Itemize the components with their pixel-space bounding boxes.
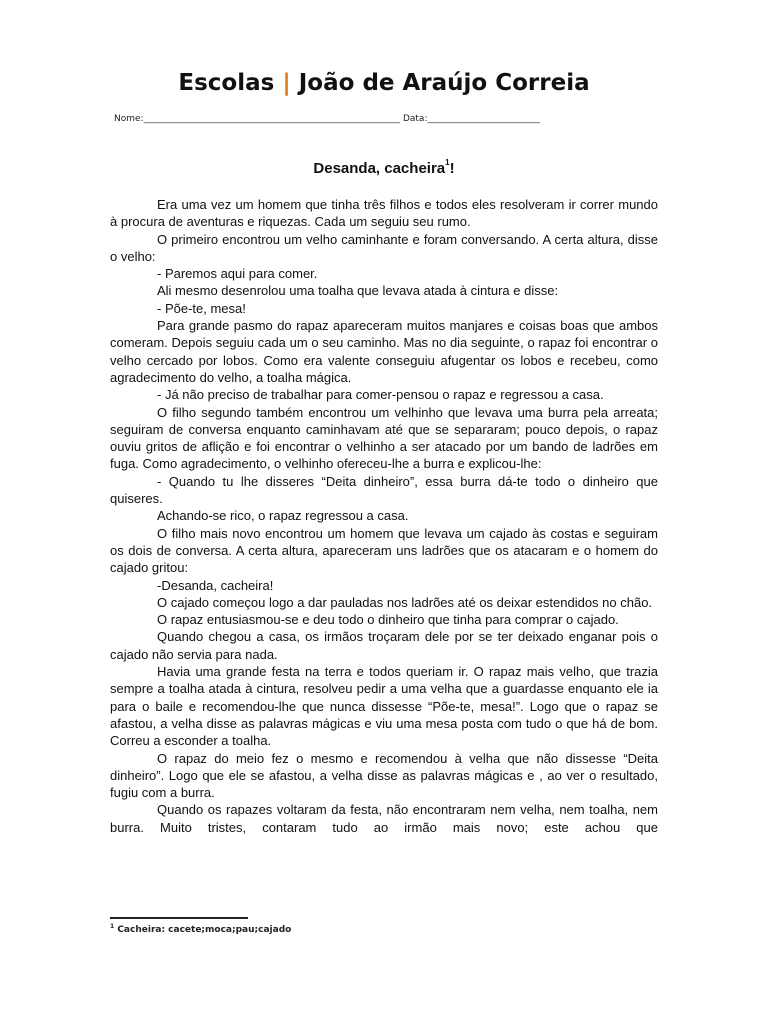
story-title xyxy=(0,160,768,177)
footnote xyxy=(110,923,291,935)
header-school-name: João de Araújo Correia xyxy=(298,70,590,96)
paragraph: O cajado começou logo a dar pauladas nos ladrões até os deixar estendidos no chão. xyxy=(157,594,653,610)
paragraph: Achando-se rico, o rapaz regressou a casa. xyxy=(157,508,409,524)
paragraph: Ali mesmo desenrolou uma toalha que levava atada à cintura e disse: xyxy=(157,283,559,299)
date-line: _________________________ xyxy=(427,114,540,124)
paragraph: Havia uma grande festa na terra e todos queriam ir. O rapaz mais velho, que trazia sempre a toalha atada à cintura, resolveu pedir a uma velha que a guardasse enquanto ele ia para o baile e recomendou-lhe que nunca dissesse “Põe-te, mesa!”. Logo que o rapaz se afastou, a velha disse as palavras mágicas e viu uma mesa posta com tudo o que há de bom. Correu a esconder a toalha. xyxy=(110,664,658,749)
paragraph: O primeiro encontrou um velho caminhante e foram conversando. A certa altura, disse o velho: xyxy=(110,231,658,264)
paragraph: O filho segundo também encontrou um velhinho que levava uma burra pela arreata; seguiram de conversa enquanto caminhavam até que se separaram; pouco depois, o rapaz ouviu gritos de aflição e foi encontrar o velhinho a ser atacado por um bando de ladrões em fuga. Como agradecimento, o velhinho ofereceu-lhe a burra e explicou-lhe: xyxy=(110,404,658,472)
paragraph: - Põe-te, mesa! xyxy=(157,300,246,316)
date-label: Data: xyxy=(402,114,428,124)
paragraph: Quando chegou a casa, os irmãos troçaram dele por se ter deixado enganar pois o cajado não servia para nada. xyxy=(110,629,658,662)
paragraph: O rapaz do meio fez o mesmo e recomendou à velha que não dissesse “Deita dinheiro”. Logo que ele se afastou, a velha disse as palavras mágicas e , ao ver o resultado, fugiu com a burra. xyxy=(110,750,658,801)
paragraph: -Desanda, cacheira! xyxy=(157,577,274,593)
header-separator: | xyxy=(282,70,291,96)
title-suffix: ! xyxy=(449,160,455,177)
paragraph: - Quando tu lhe disseres “Deita dinheiro”, essa burra dá-te todo o dinheiro que quiseres. xyxy=(110,473,658,507)
paragraph: - Paremos aqui para comer. xyxy=(157,266,318,282)
paragraph: Para grande pasmo do rapaz apareceram muitos manjares e coisas boas que ambos comeram. Depois seguiu cada um o seu caminho. Mas no dia seguinte, o rapaz foi encontrar o velho cercado por lobos. Como era valente conseguiu afugentar os lobos e recebeu, como agradecimento do velho, a toalha mágica. xyxy=(110,318,658,385)
footnote-text: Cacheira: cacete;moca;pau;cajado xyxy=(117,925,292,935)
title-text: Desanda, cacheira xyxy=(313,160,446,177)
paragraph: Quando os rapazes voltaram da festa, não encontraram nem velha, nem toalha, nem burra. Muito tristes, contaram tudo ao irmão mais novo; este achou que xyxy=(110,802,658,835)
paragraph: Era uma vez um homem que tinha três filhos e todos eles resolveram ir correr mundo à procura de aventuras e riquezas. Cada um seguiu seu rumo. xyxy=(110,197,658,230)
title-footnote-mark: 1 xyxy=(445,158,450,167)
footnote-divider xyxy=(110,917,248,919)
header-prefix: Escolas xyxy=(178,70,275,96)
story-body xyxy=(110,196,658,836)
school-header xyxy=(0,70,768,96)
paragraph: O filho mais novo encontrou um homem que levava um cajado às costas e seguiram os dois de conversa. A certa altura, apareceram uns ladrões que os atacaram e o homem do cajado gritou: xyxy=(110,525,658,576)
name-line: _________________________________________________________ xyxy=(143,114,401,124)
paragraph: O rapaz entusiasmou-se e deu todo o dinheiro que tinha para comprar o cajado. xyxy=(157,612,619,628)
name-label: Nome: xyxy=(114,114,144,124)
name-date-fields xyxy=(114,114,654,124)
paragraph: - Já não preciso de trabalhar para comer-pensou o rapaz e regressou a casa. xyxy=(157,387,604,403)
footnote-mark: 1 xyxy=(110,923,115,930)
